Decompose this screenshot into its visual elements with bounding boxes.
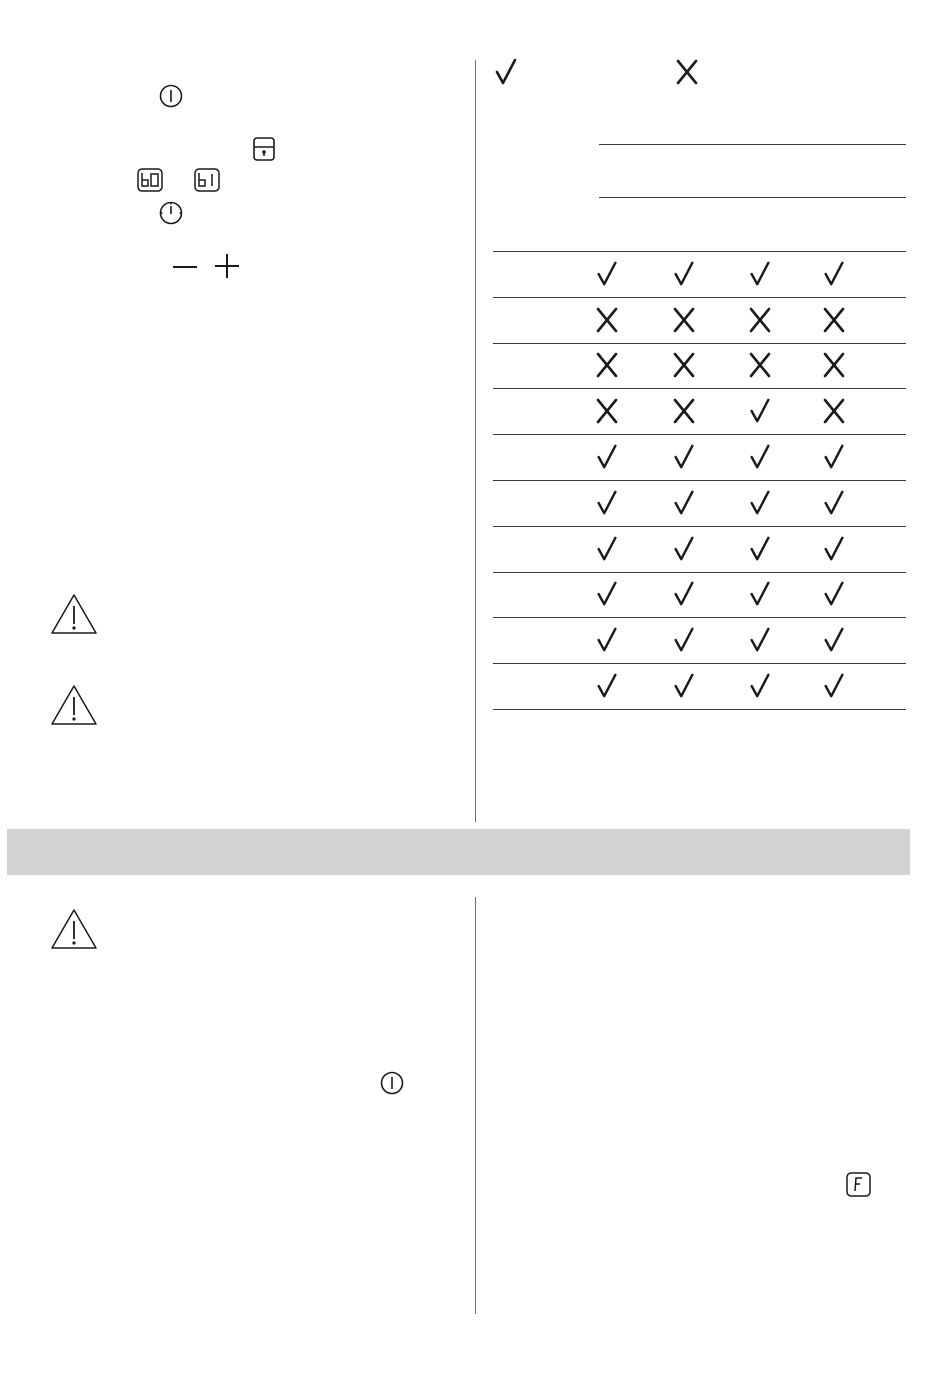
column-divider-top <box>475 60 476 822</box>
table-header-line <box>599 197 906 198</box>
cross-icon <box>748 352 772 378</box>
table-row <box>493 617 906 663</box>
table-row <box>493 251 906 297</box>
check-icon <box>822 673 846 699</box>
cross-icon <box>748 307 772 333</box>
display-b1-icon <box>194 168 220 192</box>
cross-icon <box>672 398 696 424</box>
table-row <box>493 663 906 709</box>
power-icon <box>159 84 183 108</box>
check-icon <box>748 581 772 607</box>
cross-icon <box>672 307 696 333</box>
table-row-divider <box>493 709 906 710</box>
check-icon <box>822 261 846 287</box>
check-icon <box>822 444 846 470</box>
check-icon <box>595 673 619 699</box>
check-icon <box>822 581 846 607</box>
check-icon <box>595 536 619 562</box>
display-f-icon <box>846 1172 871 1197</box>
table-row <box>493 434 906 480</box>
compatibility-table <box>493 251 906 709</box>
timer-icon <box>159 201 183 225</box>
check-icon <box>822 536 846 562</box>
warning-icon <box>50 593 98 635</box>
warning-icon <box>50 908 98 950</box>
check-icon <box>494 58 518 86</box>
check-icon <box>748 536 772 562</box>
check-icon <box>748 490 772 516</box>
table-row <box>493 388 906 434</box>
table-row <box>493 343 906 389</box>
minus-icon <box>172 255 198 279</box>
table-row <box>493 480 906 526</box>
lock-icon <box>252 136 276 162</box>
check-icon <box>748 261 772 287</box>
check-icon <box>748 627 772 653</box>
cross-icon <box>822 398 846 424</box>
check-icon <box>748 444 772 470</box>
cross-icon <box>822 307 846 333</box>
check-icon <box>595 444 619 470</box>
check-icon <box>595 581 619 607</box>
column-divider-bottom <box>475 897 476 1314</box>
check-icon <box>672 673 696 699</box>
check-icon <box>822 627 846 653</box>
display-b0-icon <box>137 168 163 192</box>
check-icon <box>822 490 846 516</box>
table-header-line <box>599 144 906 145</box>
table-row <box>493 297 906 343</box>
check-icon <box>672 261 696 287</box>
cross-icon <box>595 307 619 333</box>
section-header-band <box>7 829 910 875</box>
check-icon <box>748 673 772 699</box>
check-icon <box>748 398 772 424</box>
cross-icon <box>595 398 619 424</box>
check-icon <box>595 261 619 287</box>
table-row <box>493 526 906 572</box>
cross-icon <box>672 352 696 378</box>
cross-icon <box>595 352 619 378</box>
check-icon <box>595 490 619 516</box>
check-icon <box>672 536 696 562</box>
check-icon <box>672 627 696 653</box>
check-icon <box>672 581 696 607</box>
power-icon <box>380 1071 404 1095</box>
cross-icon <box>822 352 846 378</box>
check-icon <box>672 444 696 470</box>
cross-icon <box>676 59 698 85</box>
warning-icon <box>50 684 98 726</box>
plus-icon <box>214 253 240 279</box>
check-icon <box>595 627 619 653</box>
check-icon <box>672 490 696 516</box>
table-row <box>493 572 906 618</box>
